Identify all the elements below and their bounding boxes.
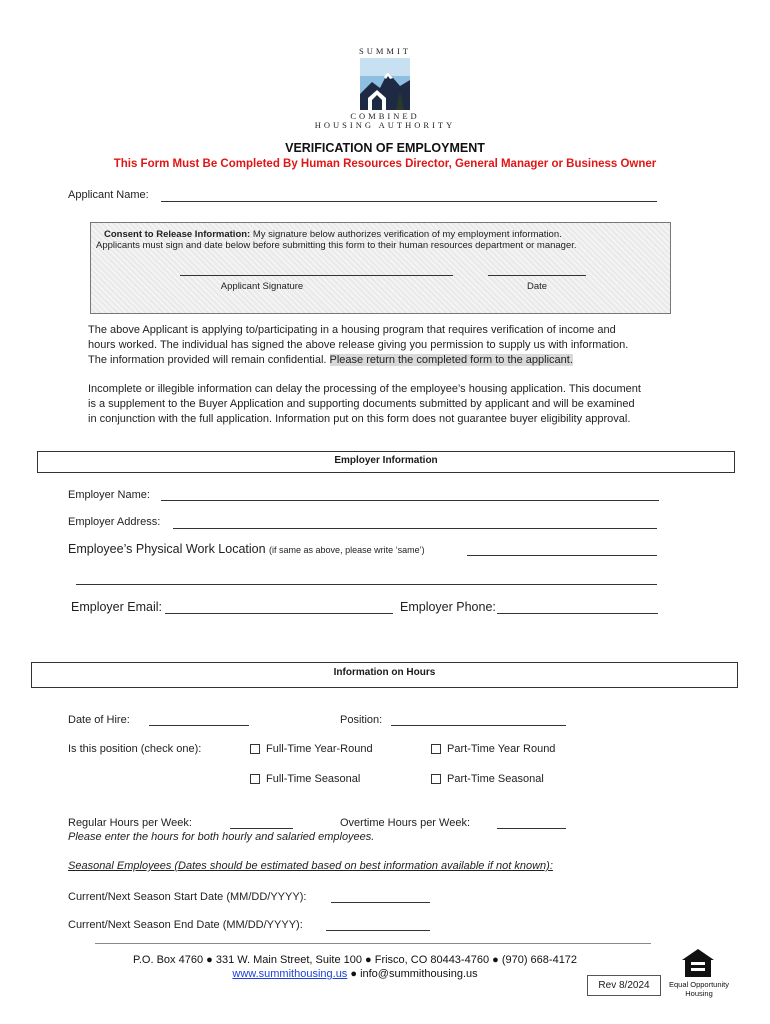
date-of-hire-field[interactable] (149, 725, 249, 726)
employer-email-label: Employer Email: (71, 600, 162, 614)
applicant-signature-field[interactable] (180, 275, 453, 276)
employer-section-header (37, 451, 735, 473)
checkbox-icon[interactable] (431, 744, 441, 754)
page-title: VERIFICATION OF EMPLOYMENT (285, 141, 485, 155)
applicant-date-label: Date (526, 281, 548, 292)
logo-mountain-icon (360, 58, 410, 110)
position-label: Position: (340, 714, 383, 726)
logo-housing-authority-text: HOUSING AUTHORITY (314, 120, 456, 130)
revision-label: Rev 8/2024 (598, 980, 650, 991)
consent-heading: Consent to Release Information: (104, 229, 251, 240)
option-label: Full-Time Seasonal (266, 773, 361, 785)
season-end-date-label: Current/Next Season End Date (MM/DD/YYYY): (68, 919, 303, 931)
footer-email: ● info@summithousing.us (347, 968, 478, 980)
applicant-signature-label: Applicant Signature (220, 281, 304, 292)
revision-box (587, 975, 661, 996)
equal-housing-icon (681, 948, 715, 978)
consent-text: My signature below authorizes verification of my employment information. (250, 229, 562, 240)
overtime-hours-label: Overtime Hours per Week: (340, 817, 471, 829)
applicant-name-field[interactable] (161, 201, 657, 202)
logo-combined-text: COMBINED (350, 111, 420, 121)
employer-section-title: Employer Information (334, 455, 438, 466)
season-start-date-field[interactable] (331, 902, 430, 903)
para2-line3: in conjunction with the full application. Information put on this form does not guarantee buyer eligibility approval. (88, 413, 631, 425)
consent-text-line2: Applicants must sign and date below before submitting this form to their human resources department or manager. (96, 240, 577, 251)
para1-line2: hours worked. The individual has signed the above release giving you permission to supply us with information. (88, 339, 629, 351)
para1-line3 (88, 353, 628, 368)
option-label: Part-Time Year Round (447, 743, 556, 755)
consent-text-line1 (104, 229, 562, 240)
employer-address-field[interactable] (173, 528, 657, 529)
option-part-time-year-round[interactable] (431, 743, 555, 755)
checkbox-icon[interactable] (250, 744, 260, 754)
option-label: Part-Time Seasonal (447, 773, 544, 785)
overtime-hours-field[interactable] (497, 828, 566, 829)
work-location-field-line2[interactable] (76, 584, 657, 585)
footer-contact (95, 968, 615, 980)
page-subtitle: This Form Must Be Completed By Human Resources Director, General Manager or Business Owner (113, 158, 657, 170)
equal-housing-text (664, 980, 734, 998)
season-start-date-label: Current/Next Season Start Date (MM/DD/YYYY): (68, 891, 307, 903)
hours-note: Please enter the hours for both hourly and salaried employees. (68, 831, 375, 843)
para1-line3a: The information provided will remain confidential. (88, 354, 330, 366)
employer-phone-field[interactable] (497, 613, 658, 614)
work-location-hint: (if same as above, please write ‘same’) (269, 545, 425, 555)
return-instruction: Please return the completed form to the applicant. (329, 354, 573, 366)
eho-line1: Equal Opportunity (668, 980, 730, 989)
employer-address-label: Employer Address: (68, 516, 161, 528)
regular-hours-field[interactable] (230, 828, 293, 829)
position-type-label: Is this position (check one): (68, 743, 202, 755)
checkbox-icon[interactable] (250, 774, 260, 784)
position-field[interactable] (391, 725, 566, 726)
employer-email-field[interactable] (165, 613, 393, 614)
employer-name-field[interactable] (161, 500, 659, 501)
option-full-time-year-round[interactable] (250, 743, 373, 755)
hours-section-title: Information on Hours (333, 667, 436, 678)
info-paragraph-1 (88, 323, 628, 368)
work-location-field[interactable] (467, 555, 657, 556)
info-paragraph-2 (88, 382, 641, 427)
checkbox-icon[interactable] (431, 774, 441, 784)
regular-hours-label: Regular Hours per Week: (68, 817, 192, 829)
para2-line1: Incomplete or illegible information can delay the processing of the employee’s housing application. This document (88, 383, 641, 395)
season-end-date-field[interactable] (326, 930, 430, 931)
footer-divider (95, 943, 651, 944)
para1-line1: The above Applicant is applying to/participating in a housing program that requires verification of income and (88, 324, 616, 336)
work-location-label: Employee’s Physical Work Location (68, 542, 270, 556)
date-of-hire-label: Date of Hire: (68, 714, 130, 726)
footer-address: P.O. Box 4760 ● 331 W. Main Street, Suite 100 ● Frisco, CO 80443-4760 ● (970) 668-4172 (132, 954, 578, 966)
applicant-name-label: Applicant Name: (68, 189, 149, 201)
logo-top-word: SUMMIT (358, 46, 411, 56)
applicant-date-field[interactable] (488, 275, 586, 276)
eho-line2: Housing (685, 989, 713, 998)
website-link[interactable]: www.summithousing.us (232, 968, 348, 980)
hours-section-header (31, 662, 738, 688)
option-label: Full-Time Year-Round (266, 743, 373, 755)
option-full-time-seasonal[interactable] (250, 773, 360, 785)
para2-line2: is a supplement to the Buyer Application and supporting documents submitted by applicant and will be examined (88, 398, 635, 410)
seasonal-note: Seasonal Employees (Dates should be estimated based on best information available if not known): (68, 860, 553, 872)
employer-name-label: Employer Name: (68, 489, 150, 501)
employer-phone-label: Employer Phone: (400, 600, 496, 614)
work-location-label-row (68, 542, 425, 556)
option-part-time-seasonal[interactable] (431, 773, 544, 785)
